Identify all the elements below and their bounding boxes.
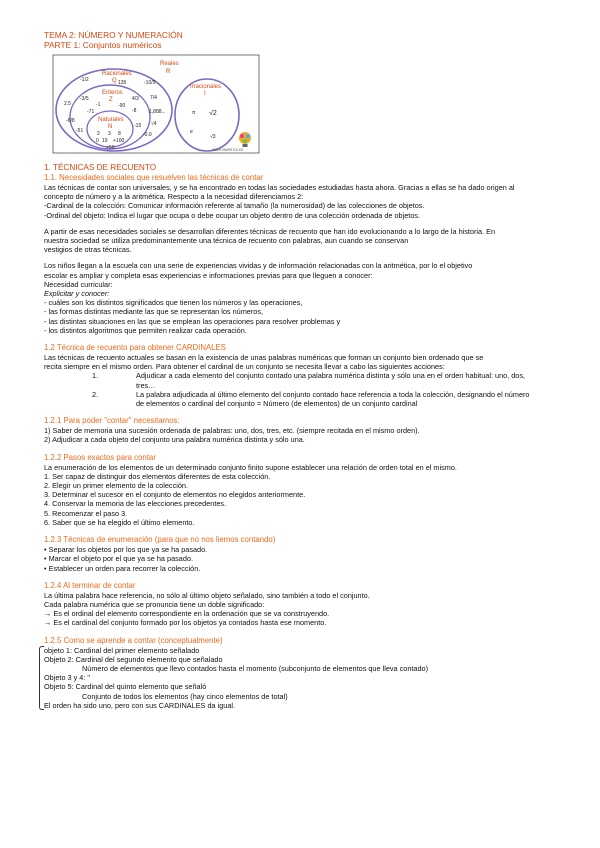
list-item: 3. Determinar el sucesor en el conjunto de elementos no elegidos anteriormente.	[44, 490, 306, 500]
venn-num: 8	[118, 131, 121, 137]
concept-line: Conjunto de todos los elementos (hay cinco elementos de total)	[82, 691, 288, 701]
venn-num: -71	[87, 109, 95, 115]
list-item: 1. Ser capaz de distinguir dos elementos diferentes de esta colección.	[44, 471, 271, 481]
concept-line: Objeto 3 y 4: "	[44, 673, 90, 683]
list-item: - las distintas situaciones en las que se emplean las operaciones para resolver problemas y	[44, 316, 341, 326]
item-text: Adjudicar a cada elemento del conjunto contado una palabra numérica distinta y sólo una en el orden habitual: uno, dos,	[136, 371, 526, 381]
list-item: → Es el cardinal del conjunto formado por los objetos ya contados hasta ese momento.	[44, 618, 327, 628]
paragraph: Las técnicas de recuento actuales se basan en la existencia de unas palabras numéricas que forman un conjunto bien ordenado que se	[44, 353, 484, 363]
venn-num: -1/2	[80, 77, 89, 83]
concept-line: objeto 1: Cardinal del primer elemento señalado	[44, 645, 200, 655]
venn-num: e	[190, 129, 193, 135]
venn-num: 19	[102, 138, 108, 144]
list-item: 6. Saber que se ha elegido el último elemento.	[44, 517, 195, 527]
list-item: 1) Saber de memoria una sucesión ordenada de palabras: uno, dos, tres, etc. (siempre recitada en el mismo orden).	[44, 426, 420, 436]
venn-num: 2.5	[64, 101, 71, 107]
curricular-label: Necesidad curricular:	[44, 279, 113, 289]
venn-num: -0.9	[143, 132, 152, 138]
document-page	[44, 30, 564, 710]
paragraph: Cada palabra numérica que se pronuncia tiene un doble significado:	[44, 599, 265, 609]
irracionales-label: Irracionales	[190, 84, 222, 90]
section-1-2-1-title: 1.2.1 Para poder "contar" necesitamos:	[44, 416, 180, 426]
paragraph: A partir de esas necesidades sociales se desarrollan diferentes técnicas de recuento que han ido evolucionando a lo largo de la historia. En	[44, 226, 496, 236]
list-item: → Es el ordinal del elemento correspondiente en la ordenación que se va construyendo.	[44, 609, 330, 619]
item-text: tres…	[136, 380, 156, 390]
section-1-1-title: 1.1. Necesidades sociales que resuelven las técnicas de contar	[44, 173, 264, 182]
racionales-symbol: Q	[112, 78, 117, 84]
section-1-title: 1. TÉCNICAS DE RECUENTO	[44, 163, 157, 172]
venn-num: +50	[106, 145, 115, 151]
venn-num: -90	[118, 103, 126, 109]
venn-num: 0	[96, 138, 99, 144]
list-item: • Establecer un orden para recorrer la colección.	[44, 563, 201, 573]
naturales-symbol: N	[108, 124, 113, 130]
venn-num: -51	[76, 128, 84, 134]
paragraph: Las técnicas de contar son universales, y se ha encontrado en todas las sociedades estudiadas hasta ahora. Gracias a ellas se ha dado origen al	[44, 183, 515, 192]
list-item: 2) Adjudicar a cada objeto del conjunto una palabra numérica distinta y sólo una.	[44, 435, 305, 445]
section-1-2-title: 1.2 Técnica de recuento para obtener CARDINALES	[44, 343, 226, 353]
paragraph: recita siempre en el mismo orden. Para obtener el cardinal de un conjunto se necesita llevar a cabo las siguientes acciones:	[44, 362, 445, 372]
venn-num: 3	[108, 131, 111, 137]
item-number: 1.	[92, 371, 99, 381]
document-title: TEMA 2: NÚMERO Y NUMERACIÓN	[44, 30, 183, 40]
item-number: 2.	[92, 389, 99, 399]
irracionales-symbol: I	[204, 91, 206, 97]
venn-num: -1	[96, 102, 101, 108]
list-item: • Separar los objetos por los que ya se ha pasado.	[44, 545, 208, 555]
venn-website: WWW.SMARTICK.ES	[212, 148, 244, 152]
section-1-2-2-title: 1.2.2 Pasos exactos para contar	[44, 452, 156, 462]
naturales-label: Naturales	[98, 117, 124, 123]
venn-num: √4	[151, 121, 157, 127]
paragraph: La enumeración de los elementos de un determinado conjunto finito supone establecer una relación de orden total en el mismo.	[44, 462, 457, 472]
paragraph: escolar es ampliar y completa esas experiencias e informaciones previas para que lleguen a conocer:	[44, 270, 373, 280]
venn-num: -6/8	[66, 118, 75, 124]
paragraph: nuestra sociedad se utiliza predominantemente una técnica de recuento con palabras, aun cuando se conservan	[44, 236, 409, 246]
number-sets-diagram	[52, 54, 260, 154]
list-item: • Marcar el objeto por el que ya se ha pasado.	[44, 554, 193, 564]
venn-num: 2	[97, 131, 100, 137]
list-item: 4. Conservar la memoria de las elecciones precedentes.	[44, 499, 227, 509]
venn-num: √2	[209, 110, 217, 117]
section-1-2-3-title: 1.2.3 Técnicas de enumeración (para que no nos liemos contando)	[44, 535, 276, 545]
enteros-symbol: Z	[109, 97, 113, 103]
explicitar-label: Explicitar y conocer:	[44, 289, 110, 299]
paragraph: concepto de número y a la aritmética. Respecto a la necesidad diferenciamos 2:	[44, 192, 304, 202]
venn-num: 1,888...	[149, 109, 166, 115]
venn-num: π	[192, 110, 196, 116]
document-subtitle: PARTE 1: Conjuntos numéricos	[44, 40, 162, 50]
list-item: - los distintos algoritmos que permiten realizar cada operación.	[44, 325, 247, 335]
venn-num: -10/3	[144, 80, 156, 86]
reales-symbol: R	[166, 69, 171, 75]
list-item: - las formas distintas mediante las que se representan los números,	[44, 307, 264, 317]
concept-line: Objeto 5: Cardinal del quinto elemento que señaló	[44, 682, 207, 692]
venn-num: 135	[118, 80, 127, 86]
venn-num: -15	[134, 123, 142, 129]
venn-num: -8	[132, 108, 137, 114]
section-1-2-4-title: 1.2.4 Al terminar de contar	[44, 580, 136, 590]
paragraph: Los niños llegan a la escuela con una serie de experiencias vividas y de información relacionadas con la aritmética, por lo el objetivo	[44, 261, 473, 271]
counting-concept-block	[44, 646, 564, 710]
reales-label: Reales	[160, 61, 179, 67]
list-item: 5. Recomenzar el paso 3.	[44, 508, 128, 518]
section-1-2-5-title: 1.2.5 Como se aprende a contar (conceptualmente)	[44, 635, 223, 645]
list-item: 2. Elegir un primer elemento de la colección.	[44, 481, 188, 491]
numbered-item	[92, 390, 564, 408]
paragraph: -Cardinal de la colección: Comunicar información referente al tamaño (la numerosidad) de las colecciones de objetos.	[44, 201, 425, 211]
brace-line	[39, 646, 44, 710]
venn-num: 4/3	[132, 96, 139, 102]
venn-num: 7/4	[150, 95, 157, 101]
paragraph: La última palabra hace referencia, no sólo al último objeto señalado, sino también a todo el conjunto.	[44, 590, 370, 600]
concept-line: Número de elementos que llevo contados hasta el momento (subconjunto de elementos que lleva contado)	[82, 663, 429, 673]
enteros-label: Enteros	[102, 90, 123, 96]
number-sets-venn	[52, 54, 260, 154]
item-text: de elementos o cardinal del conjunto = Número (de elementos) de un conjunto cardinal	[136, 399, 418, 409]
venn-num: +100	[113, 138, 125, 144]
venn-num: √3	[210, 134, 216, 140]
paragraph: -Ordinal del objeto: Indica el lugar que ocupa o debe ocupar un objeto dentro de una colección ordenada de objetos.	[44, 210, 421, 220]
item-text: La palabra adjudicada al último elemento del conjunto contado hace referencia a toda la colección, designando el número	[136, 389, 530, 399]
paragraph: vestigios de otras técnicas.	[44, 245, 132, 255]
concept-line: Objeto 2: Cardinal del segundo elemento que señalado	[44, 654, 223, 664]
list-item: - cuáles son los distintos significados que tienen los números y las operaciones,	[44, 298, 303, 308]
venn-num: -3/5	[80, 96, 89, 102]
concept-line: El orden ha sido uno, pero con sus CARDINALES da igual.	[44, 700, 236, 710]
numbered-item	[92, 371, 564, 389]
racionales-label: Racionales	[102, 71, 132, 77]
